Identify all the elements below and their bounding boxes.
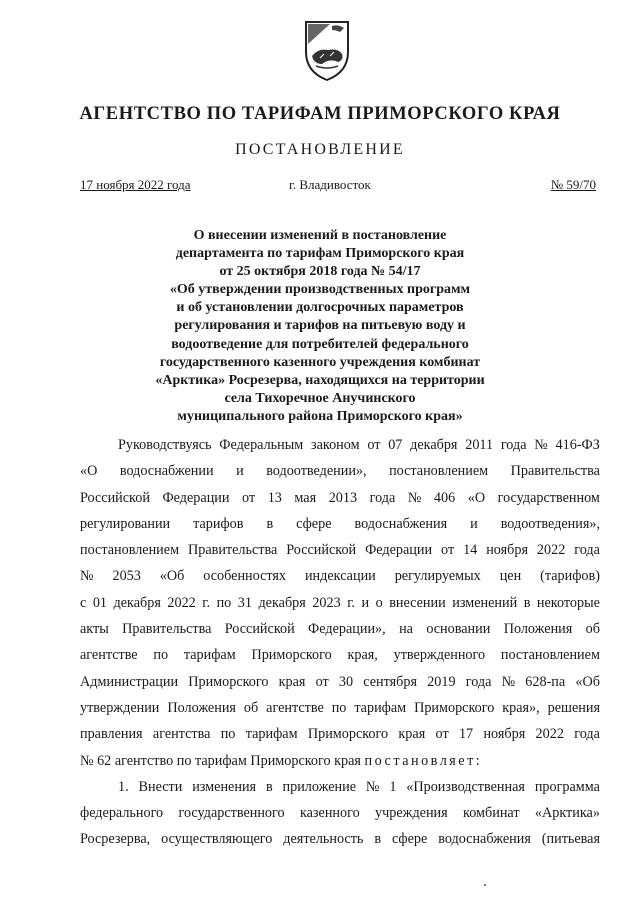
body-word: года — [574, 542, 600, 559]
body-line — [80, 616, 600, 642]
body-word: «Арктика» — [534, 805, 600, 822]
body-word: тарифам — [354, 699, 407, 716]
body-word: некоторые — [536, 594, 600, 611]
body-word: Федерации — [365, 542, 433, 559]
body-word: Правительства — [510, 463, 600, 480]
body-word: Приморского — [188, 673, 269, 690]
body-word: Приморского — [251, 647, 332, 664]
body-word: «О — [467, 489, 486, 506]
body-word: акты — [80, 621, 109, 638]
body-word: законом — [311, 437, 360, 453]
body-line — [80, 537, 600, 563]
body-word: регулировании — [80, 515, 171, 532]
body-word: агентстве — [266, 699, 324, 716]
body-word: сфере — [296, 515, 332, 532]
resolves-word: постановляет: — [364, 752, 483, 769]
body-word: водоснабжении — [119, 463, 214, 480]
body-word: о — [375, 594, 383, 611]
body-word: правления — [80, 726, 143, 743]
body-word: декабря — [410, 437, 458, 453]
body-word: края — [278, 673, 306, 690]
body-word: регулируемых — [394, 568, 481, 585]
body-word: изменений — [452, 594, 518, 611]
body-word: 07 — [388, 437, 403, 453]
body-word: 628-па — [525, 673, 566, 690]
body-word: № — [407, 489, 422, 506]
body-line — [80, 669, 600, 695]
resolution-body — [80, 432, 600, 853]
document-number: № 59/70 — [550, 177, 596, 192]
body-word: 2023 — [312, 594, 341, 611]
body-line — [80, 748, 600, 774]
title-line: государственного казенного учреждения комбинат — [159, 354, 481, 370]
body-word: Российской — [224, 621, 295, 638]
body-word: постановлением — [389, 463, 489, 480]
body-word: Приморского — [414, 699, 495, 716]
body-line — [80, 563, 600, 589]
title-line: О внесении изменений в постановление — [193, 228, 447, 243]
body-word: по — [331, 699, 347, 716]
body-word: об — [585, 621, 600, 638]
title-line: «Об утверждении производственных программ — [169, 282, 471, 298]
body-word: приложение — [282, 778, 357, 795]
body-word: 2022 — [535, 726, 564, 743]
body-line — [80, 485, 600, 511]
body-word: Положения — [503, 621, 573, 638]
body-word: 31 — [237, 594, 252, 611]
body-word: особенностях — [203, 568, 287, 585]
body-word: государственном — [497, 489, 600, 506]
body-word: Правительства — [187, 542, 278, 559]
body-word: цен — [499, 568, 522, 585]
body-word: 14 — [463, 542, 478, 559]
body-word: № — [80, 568, 94, 585]
body-word: 2022 — [167, 594, 196, 611]
body-line — [80, 590, 600, 616]
body-word: 416-ФЗ — [555, 437, 600, 453]
coat-of-arms-emblem — [300, 18, 354, 82]
body-word: Положения — [167, 699, 236, 716]
title-line: и об установлении долгосрочных параметров — [176, 300, 464, 316]
body-word: 406 — [433, 489, 456, 506]
body-word: учреждения — [375, 805, 448, 822]
body-word: комбинат — [463, 805, 520, 822]
body-word: Российской — [80, 489, 150, 506]
body-word: по — [220, 726, 236, 743]
body-word: 01 — [92, 594, 108, 611]
body-word: индексации — [304, 568, 376, 585]
body-word: «Об — [575, 673, 600, 690]
body-word: «Об — [159, 568, 185, 585]
title-line: села Тихоречное Анучинского — [224, 390, 416, 406]
resolution-title — [0, 227, 640, 426]
body-word: водоснабжения — [354, 515, 448, 532]
body-word: 2019 — [427, 673, 456, 690]
body-word: внесении — [389, 594, 446, 611]
body-word: Федеральным — [219, 437, 304, 453]
body-line — [80, 800, 600, 826]
title-line: «Арктика» Росрезерва, находящихся на территории — [155, 372, 485, 388]
body-line — [80, 826, 600, 852]
body-word: решения — [547, 699, 600, 716]
body-word: агентстве — [80, 647, 138, 664]
body-word: № — [534, 437, 548, 453]
body-word: программа — [534, 778, 600, 795]
body-word: в — [266, 515, 274, 532]
body-word: Росрезерва, — [80, 831, 151, 848]
body-word: Российской — [286, 542, 357, 559]
body-word: осуществляющего — [161, 831, 273, 848]
body-word: от — [435, 726, 449, 743]
body-line — [80, 721, 600, 747]
body-word: г. — [347, 594, 355, 611]
body-word: Федерации — [162, 489, 230, 506]
body-word: утвержденного — [393, 647, 486, 664]
body-word: тарифам — [245, 726, 298, 743]
body-word: декабря — [113, 594, 161, 611]
body-line — [80, 695, 600, 721]
body-word: 17 — [458, 726, 474, 743]
body-line — [80, 458, 600, 484]
body-word: 30 — [338, 673, 354, 690]
body-word: от — [441, 542, 455, 559]
body-word: 1. — [118, 778, 129, 795]
body-word: года — [500, 437, 527, 453]
body-word: на — [399, 621, 413, 638]
body-word: года — [465, 673, 492, 690]
body-word: края», — [502, 699, 540, 716]
body-word: об — [243, 699, 259, 716]
document-city: г. Владивосток — [289, 177, 371, 192]
title-line: водоотведение для потребителей федерального — [171, 336, 469, 352]
body-word: по — [153, 647, 169, 664]
scan-speck — [484, 884, 486, 886]
body-word: края, — [347, 647, 378, 664]
body-word: края — [398, 726, 426, 743]
body-word: мая — [294, 489, 317, 506]
body-word: 2022 — [536, 542, 566, 559]
body-word: от — [367, 437, 381, 453]
body-word: от — [242, 489, 256, 506]
body-word: № — [365, 778, 380, 795]
body-word: постановлением — [80, 542, 180, 559]
body-word: федерального — [80, 805, 164, 822]
body-word: с — [80, 594, 87, 611]
body-word: декабря — [258, 594, 306, 611]
body-line — [80, 774, 600, 800]
body-word: Администрации — [80, 673, 179, 690]
body-word: 13 — [267, 489, 282, 506]
title-line: регулирования и тарифов на питьевую воду и — [174, 318, 466, 334]
body-word: № — [501, 673, 516, 690]
body-word: 2011 — [465, 437, 494, 453]
body-word: и — [470, 515, 478, 532]
body-word: агентства — [152, 726, 211, 743]
body-word: Руководствуясь — [118, 437, 212, 453]
body-word: 2013 — [328, 489, 358, 506]
body-word: государственного — [178, 805, 285, 822]
body-word: «Производственная — [406, 778, 525, 795]
title-line: департамента по тарифам Приморского края — [175, 246, 465, 262]
document-type: ПОСТАНОВЛЕНИЕ — [235, 141, 405, 158]
body-word: (тарифов) — [540, 568, 600, 585]
body-word: постановлением — [500, 647, 600, 664]
body-word: года — [574, 726, 600, 743]
body-word: водоснабжения — [438, 831, 531, 848]
body-word: г. — [202, 594, 211, 611]
body-word: сентября — [363, 673, 418, 690]
body-word: основании — [426, 621, 491, 638]
body-word: водоотведения», — [500, 515, 600, 532]
agency-name: АГЕНТСТВО ПО ТАРИФАМ ПРИМОРСКОГО КРАЯ — [79, 104, 561, 124]
body-line — [80, 511, 600, 537]
body-line — [80, 432, 600, 458]
body-word: Правительства — [122, 621, 212, 638]
body-word: утверждении — [80, 699, 160, 716]
body-line — [80, 642, 600, 668]
body-word: года — [369, 489, 396, 506]
body-word: изменения — [192, 778, 257, 795]
body-word: Приморского — [307, 726, 389, 743]
body-word: сфере — [391, 831, 428, 848]
body-word: по — [216, 594, 232, 611]
title-line: муниципального района Приморского края» — [177, 408, 463, 424]
body-word: «О — [80, 463, 98, 480]
body-word: Федерации», — [308, 621, 386, 638]
body-word: 1 — [389, 778, 397, 795]
document-date: 17 ноября 2022 года — [80, 177, 191, 192]
body-word: от — [315, 673, 329, 690]
body-word: водоотведении», — [266, 463, 367, 480]
body-word: и — [236, 463, 244, 480]
body-word: 2053 — [112, 568, 141, 585]
body-word: деятельность — [283, 831, 364, 848]
body-word: тарифов — [193, 515, 244, 532]
body-word: в — [523, 594, 531, 611]
body-word: в — [265, 778, 273, 795]
body-text: № 62 агентство по тарифам Приморского края — [80, 752, 365, 769]
body-word: в — [374, 831, 382, 848]
body-word: (питьевая — [541, 831, 600, 848]
body-word: казенного — [299, 805, 360, 822]
body-word: ноября — [486, 542, 528, 559]
body-word: ноября — [483, 726, 526, 743]
body-word: Внести — [138, 778, 183, 795]
body-word: тарифам — [183, 647, 236, 664]
title-line: от 25 октября 2018 года № 54/17 — [219, 264, 421, 280]
body-word: и — [361, 594, 370, 611]
